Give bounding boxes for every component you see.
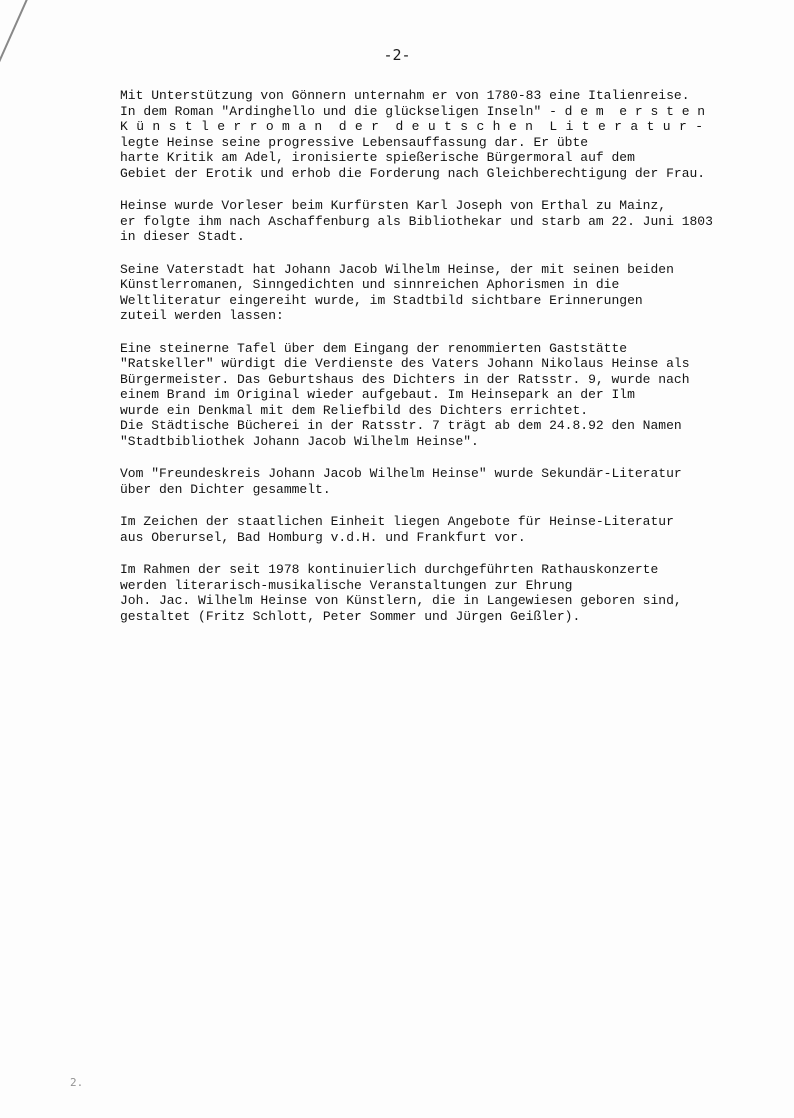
text-line: gestaltet (Fritz Schlott, Peter Sommer und Jürgen Geißler). (120, 608, 581, 624)
text-line: Weltliteratur eingereiht wurde, im Stadtbild sichtbare Erinnerungen (120, 292, 643, 308)
text-line: einem Brand im Original wieder aufgebaut. Im Heinsepark an der Ilm (120, 387, 635, 402)
page-number: -2- (383, 46, 411, 64)
text-line: Gebiet der Erotik und erhob die Forderung nach Gleichberechtigung der Frau. (120, 165, 706, 181)
text-line: Eine steinerne Tafel über dem Eingang der renommierten Gaststätte (120, 340, 628, 356)
text-line: Im Rahmen der seit 1978 kontinuierlich durchgeführten Rathauskonzerte (120, 562, 659, 577)
document-body (120, 88, 760, 641)
text-line: Bürgermeister. Das Geburtshaus des Dichters in der Ratsstr. 9, wurde nach (120, 371, 690, 387)
text-line: Joh. Jac. Wilhelm Heinse von Künstlern, die in Langewiesen geboren sind, (120, 593, 682, 608)
text-line: "Stadtbibliothek Johann Jacob Wilhelm Heinse". (120, 433, 479, 449)
paragraph-unity (120, 514, 760, 545)
text-line: Seine Vaterstadt hat Johann Jacob Wilhelm Heinse, der mit seinen beiden (120, 261, 674, 277)
paragraph-hometown (120, 262, 760, 324)
text-line: Künstlerromanen, Sinngedichten und sinnreichen Aphorismen in die (120, 277, 620, 292)
text-line: wurde ein Denkmal mit dem Reliefbild des Dichters errichtet. (120, 402, 589, 418)
paragraph-italy-journey (120, 88, 760, 181)
paragraph-memorials (120, 341, 760, 450)
text-line: Vom "Freundeskreis Johann Jacob Wilhelm Heinse" wurde Sekundär-Literatur (120, 466, 682, 481)
text-line: zuteil werden lassen: (120, 308, 284, 323)
text-line: über den Dichter gesammelt. (120, 481, 331, 497)
text-line: Im Zeichen der staatlichen Einheit liegen Angebote für Heinse-Literatur (120, 514, 674, 529)
paragraph-friends-circle (120, 466, 760, 497)
text-line: er folgte ihm nach Aschaffenburg als Bibliothekar und starb am 22. Juni 1803 (120, 213, 713, 229)
paragraph-mainz (120, 198, 760, 245)
text-line: "Ratskeller" würdigt die Verdienste des Vaters Johann Nikolaus Heinse als (120, 356, 690, 371)
text-line: harte Kritik am Adel, ironisierte spießerische Bürgermoral auf dem (120, 150, 635, 165)
text-line: K ü n s t l e r r o m a n d e r d e u t s c h e n L i t e r a t u r - (120, 119, 704, 134)
text-line: aus Oberursel, Bad Homburg v.d.H. und Frankfurt vor. (120, 529, 526, 545)
text-line: werden literarisch-musikalische Veranstaltungen zur Ehrung (120, 577, 573, 593)
paragraph-concerts (120, 562, 760, 624)
text-line: Heinse wurde Vorleser beim Kurfürsten Karl Joseph von Erthal zu Mainz, (120, 198, 667, 213)
text-line: Mit Unterstützung von Gönnern unternahm er von 1780-83 eine Italienreise. (120, 88, 690, 103)
text-line: legte Heinse seine progressive Lebensauffassung dar. Er übte (120, 134, 589, 150)
corner-mark: 2. (70, 1076, 84, 1089)
text-line: in dieser Stadt. (120, 229, 245, 244)
text-line: Die Städtische Bücherei in der Ratsstr. 7 trägt ab dem 24.8.92 den Namen (120, 418, 682, 433)
text-line: In dem Roman "Ardinghello und die glückseligen Inseln" - d e m e r s t e n (120, 103, 706, 119)
